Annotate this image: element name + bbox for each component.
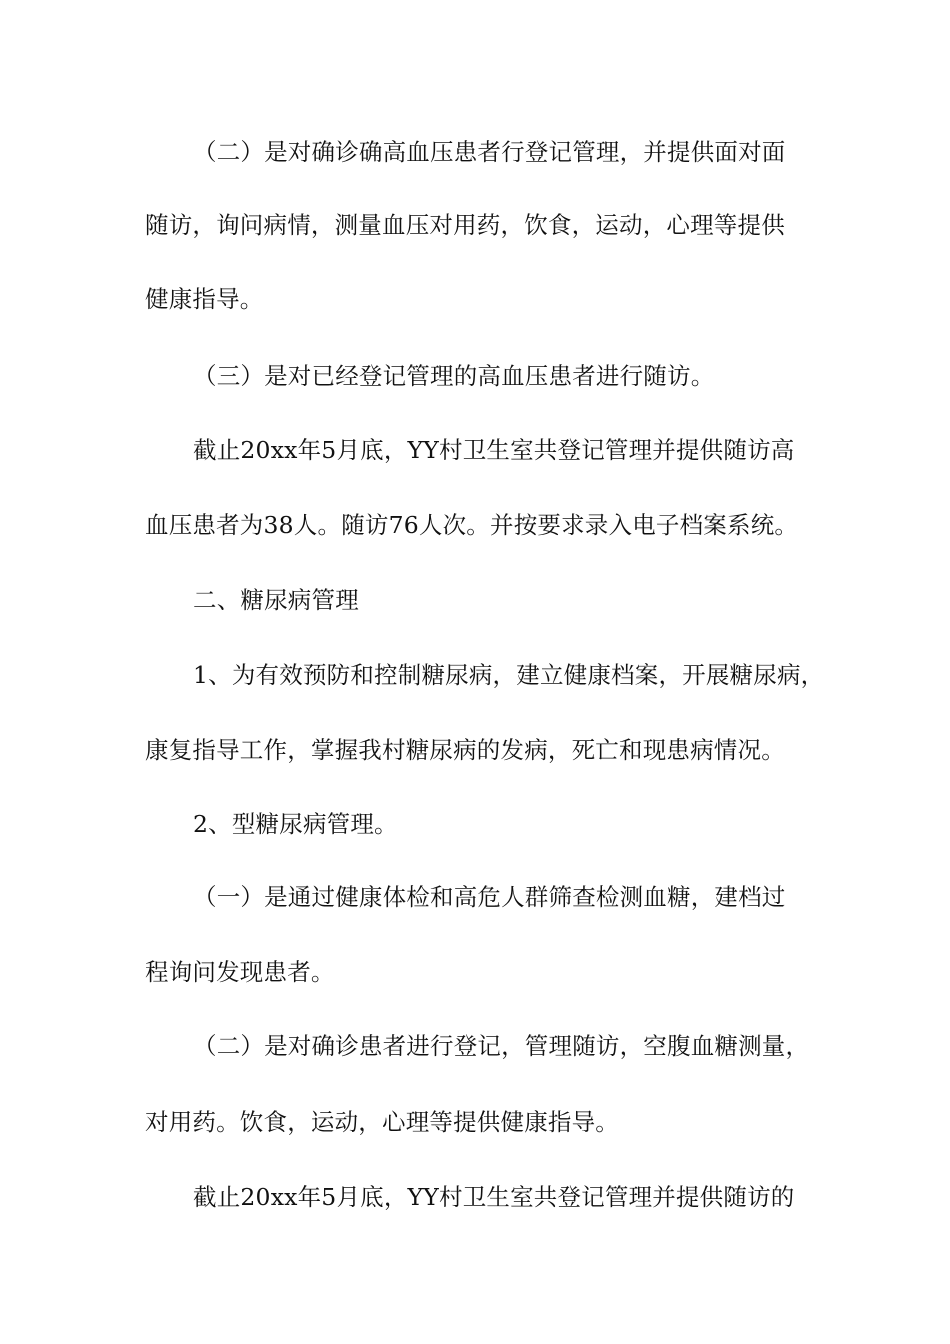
text-line: 健康指导。 [145,285,264,313]
text-line: 对用药。饮食，运动，心理等提供健康指导。 [145,1108,619,1136]
text-line: 康复指导工作，掌握我村糖尿病的发病，死亡和现患病情况。 [145,736,785,764]
text-line: （一）是通过健康体检和高危人群筛查检测血糖，建档过 [193,883,786,911]
text-line: 血压患者为38人。随访76人次。并按要求录入电子档案系统。 [145,511,799,539]
text-line: 截止20xx年5月底，YY村卫生室共登记管理并提供随访的 [193,1183,795,1211]
text-line: （三）是对已经登记管理的高血压患者进行随访。 [193,362,715,390]
text-line: （二）是对确诊患者进行登记，管理随访，空腹血糖测量， [193,1032,810,1060]
text-line: 1、为有效预防和控制糖尿病，建立健康档案，开展糖尿病， [193,661,825,689]
text-line: 截止20xx年5月底，YY村卫生室共登记管理并提供随访高 [193,436,795,464]
text-line: 随访，询问病情，测量血压对用药，饮食，运动，心理等提供 [145,211,785,239]
section-heading: 二、糖尿病管理 [193,586,359,614]
text-line: 2、型糖尿病管理。 [193,810,398,838]
text-line: 程询问发现患者。 [145,958,335,986]
text-line: （二）是对确诊确高血压患者行登记管理，并提供面对面 [193,138,786,166]
